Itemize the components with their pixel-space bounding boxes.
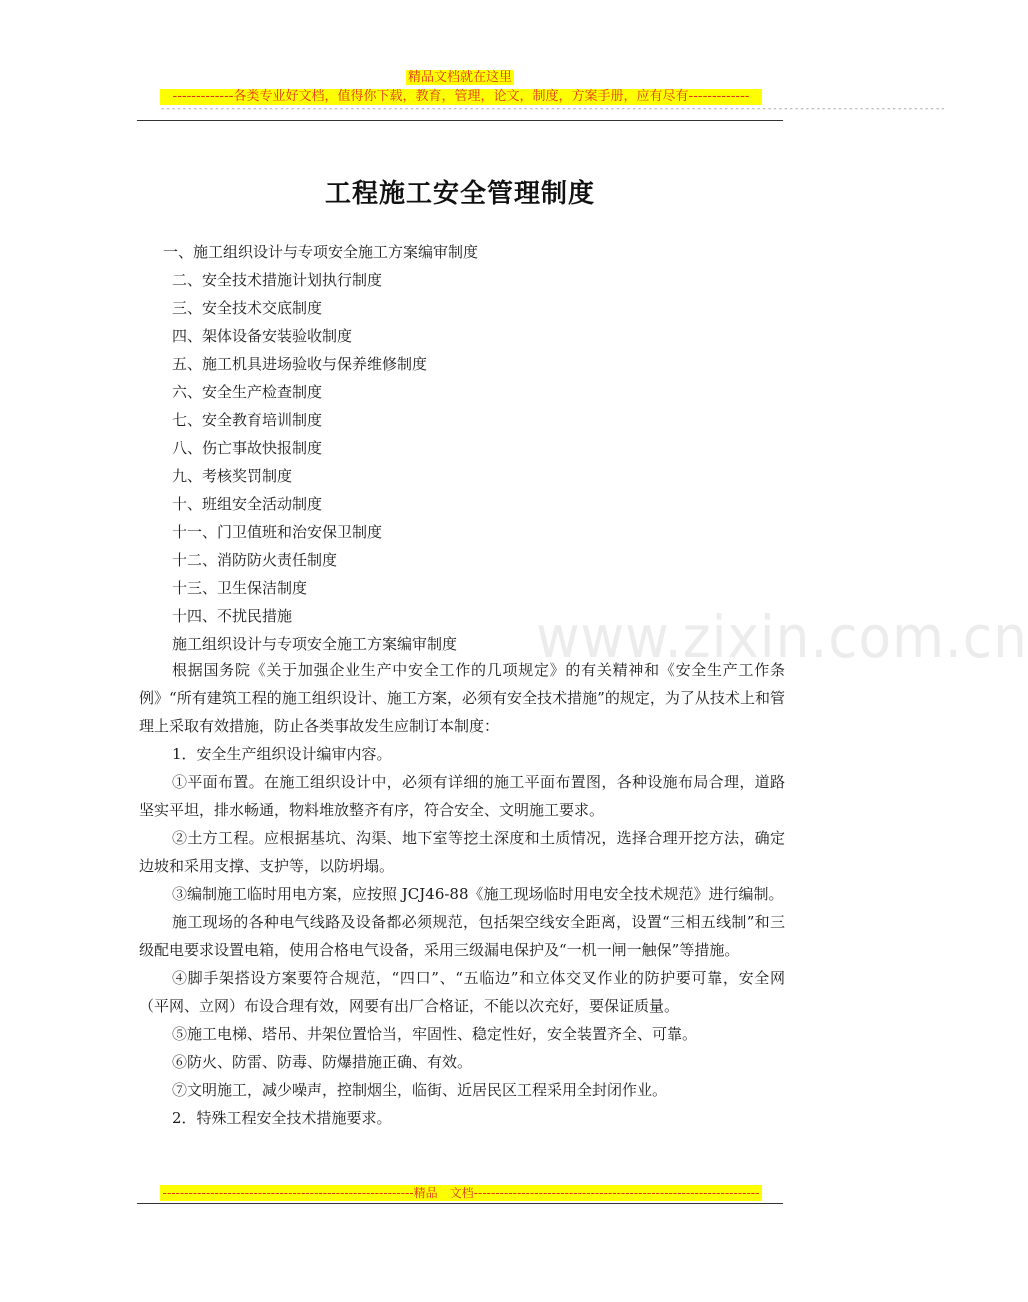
page-title: 工程施工安全管理制度 [324, 179, 595, 209]
header-rule [137, 120, 783, 121]
toc-item: 十、班组安全活动制度 [172, 495, 323, 513]
watermark: www.zixin.com.cn [536, 603, 1028, 671]
toc-item: 八、伤亡事故快报制度 [172, 439, 323, 457]
paragraph-item2: 2．特殊工程安全技术措施要求。 [172, 1109, 392, 1127]
document-body [139, 656, 785, 1132]
toc-item: 五、施工机具进场验收与保养维修制度 [172, 355, 428, 373]
footer-rule [137, 1203, 783, 1204]
toc-item: 九、考核奖罚制度 [172, 467, 293, 485]
section-heading: 施工组织设计与专项安全施工方案编审制度 [172, 635, 458, 653]
header-dash-line: ------------------------------------------------------------------------------------------------------------------------------------------------- [160, 104, 946, 114]
toc-item: 三、安全技术交底制度 [172, 299, 323, 317]
paragraph-fire: ⑥防火、防雷、防毒、防爆措施正确、有效。 [172, 1053, 473, 1071]
paragraph-elevator: ⑤施工电梯、塔吊、井架位置恰当，牢固性、稳定性好，安全装置齐全、可靠。 [172, 1025, 698, 1043]
header-banner-top [0, 66, 920, 86]
paragraph-item1: 1．安全生产组织设计编审内容。 [172, 745, 392, 763]
paragraph-electric-plan: ③编制施工临时用电方案，应按照 JCJ46-88《施工现场临时用电安全技术规范》进行编制。 [172, 885, 784, 903]
paragraph-civilized: ⑦文明施工，减少噪声，控制烟尘，临街、近居民区工程采用全封闭作业。 [172, 1081, 668, 1099]
header-banner-line-text: -------------各类专业好文档，值得你下载，教育，管理，论文，制度，方案手册，应有尽有------------- [160, 89, 762, 105]
header-banner-text: 精品文档就在这里 [407, 70, 512, 85]
toc-item: 四、架体设备安装验收制度 [172, 327, 353, 345]
paragraph-scaffold: ④脚手架搭设方案要符合规范，“四口”、“五临边”和立体交叉作业的防护要可靠，安全网（平网、立网）布设合理有效，网要有出厂合格证，不能以次充好，要保证质量。 [139, 969, 785, 1015]
paragraph-earthwork: ②土方工程。应根据基坑、沟渠、地下室等挖土深度和土质情况，选择合理开挖方法，确定边坡和采用支撑、支护等，以防坍塌。 [139, 829, 785, 875]
toc-item: 十一、门卫值班和治安保卫制度 [172, 523, 383, 541]
paragraph-layout: ①平面布置。在施工组织设计中，必须有详细的施工平面布置图，各种设施布局合理，道路坚实平坦，排水畅通，物料堆放整齐有序，符合安全、文明施工要求。 [139, 773, 785, 819]
toc-item: 二、安全技术措施计划执行制度 [172, 271, 383, 289]
toc-item: 六、安全生产检查制度 [172, 383, 323, 401]
toc-item: 十四、不扰民措施 [172, 607, 293, 625]
paragraph-intro: 根据国务院《关于加强企业生产中安全工作的几项规定》的有关精神和《安全生产工作条例》“所有建筑工程的施工组织设计、施工方案，必须有安全技术措施”的规定，为了从技术上和管理上采取有效措施，防止各类事故发生应制订本制度： [139, 661, 785, 735]
paragraph-electric-lines: 施工现场的各种电气线路及设备都必须规范，包括架空线安全距离，设置“三相五线制”和三级配电要求设置电箱，使用合格电气设备，采用三级漏电保护及“一机一闸一触保”等措施。 [139, 913, 785, 959]
toc-item: 十三、卫生保洁制度 [172, 579, 308, 597]
footer-banner: ----------------------------------------------------------精品 文档------------------------------------------------------------------ [160, 1185, 762, 1201]
toc-item: 十二、消防防火责任制度 [172, 551, 338, 569]
header-banner-line [160, 85, 762, 105]
toc-item: 一、施工组织设计与专项安全施工方案编审制度 [163, 243, 479, 261]
toc-item: 七、安全教育培训制度 [172, 411, 323, 429]
